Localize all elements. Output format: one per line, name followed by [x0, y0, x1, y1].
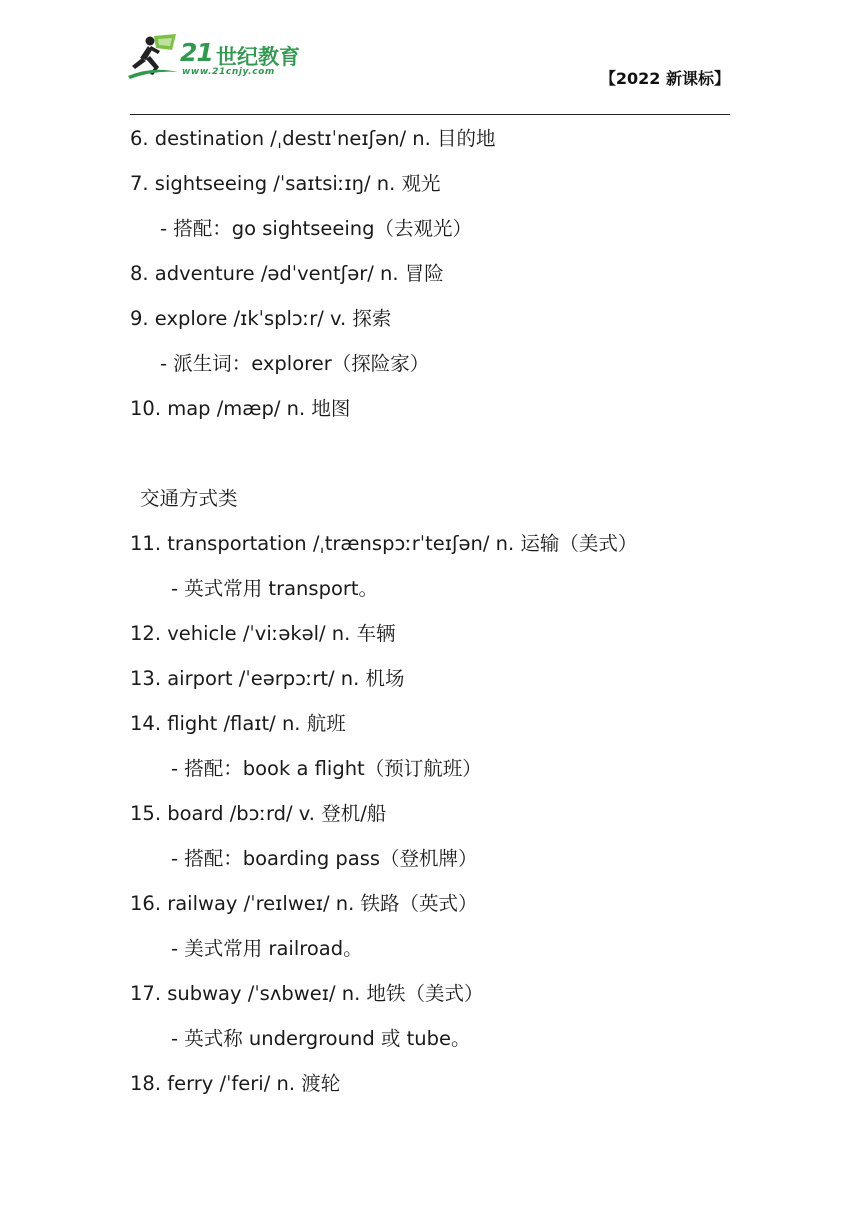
- vocab-note: - 搭配：go sightseeing（去观光）: [160, 217, 473, 240]
- vocab-note: - 搭配：boarding pass（登机牌）: [171, 847, 478, 870]
- vocab-entry: 9. explore /ɪkˈsplɔːr/ v. 探索: [130, 307, 392, 330]
- logo-number: 21: [180, 38, 213, 67]
- logo-url: www.21cnjy.com: [182, 67, 275, 77]
- vocab-entry: 15. board /bɔːrd/ v. 登机/船: [130, 802, 387, 825]
- vocab-entry: 12. vehicle /ˈviːəkəl/ n. 车辆: [130, 622, 396, 645]
- vocab-note: - 搭配：book a flight（预订航班）: [171, 757, 482, 780]
- runner-logo-icon: [128, 32, 180, 80]
- page-header: [0, 0, 860, 120]
- vocab-entry: 10. map /mæp/ n. 地图: [130, 397, 351, 420]
- vocab-entry: 7. sightseeing /ˈsaɪtsiːɪŋ/ n. 观光: [130, 172, 441, 195]
- curriculum-badge: 【2022 新课标】: [599, 69, 730, 88]
- vocab-entry: 8. adventure /ədˈventʃər/ n. 冒险: [130, 262, 444, 285]
- vocab-note: - 英式常用 transport。: [171, 577, 379, 600]
- vocab-entry: 16. railway /ˈreɪlweɪ/ n. 铁路（英式）: [130, 892, 478, 915]
- vocab-entry: 11. transportation /ˌtrænspɔːrˈteɪʃən/ n. 运输（美式）: [130, 532, 638, 555]
- logo-text: 世纪教育: [216, 45, 300, 69]
- vocab-entry: 17. subway /ˈsʌbweɪ/ n. 地铁（美式）: [130, 982, 484, 1005]
- header-divider: [130, 114, 730, 115]
- vocab-note: - 美式常用 railroad。: [171, 937, 363, 960]
- vocab-entry: 14. flight /flaɪt/ n. 航班: [130, 712, 346, 735]
- vocab-note: - 派生词：explorer（探险家）: [160, 352, 430, 375]
- vocab-entry: 6. destination /ˌdestɪˈneɪʃən/ n. 目的地: [130, 127, 496, 150]
- logo: [128, 32, 308, 82]
- vocab-entry: 18. ferry /ˈferi/ n. 渡轮: [130, 1072, 341, 1095]
- section-heading: 交通方式类: [140, 487, 238, 510]
- vocab-entry: 13. airport /ˈeərpɔːrt/ n. 机场: [130, 667, 405, 690]
- vocab-note: - 英式称 underground 或 tube。: [171, 1027, 471, 1050]
